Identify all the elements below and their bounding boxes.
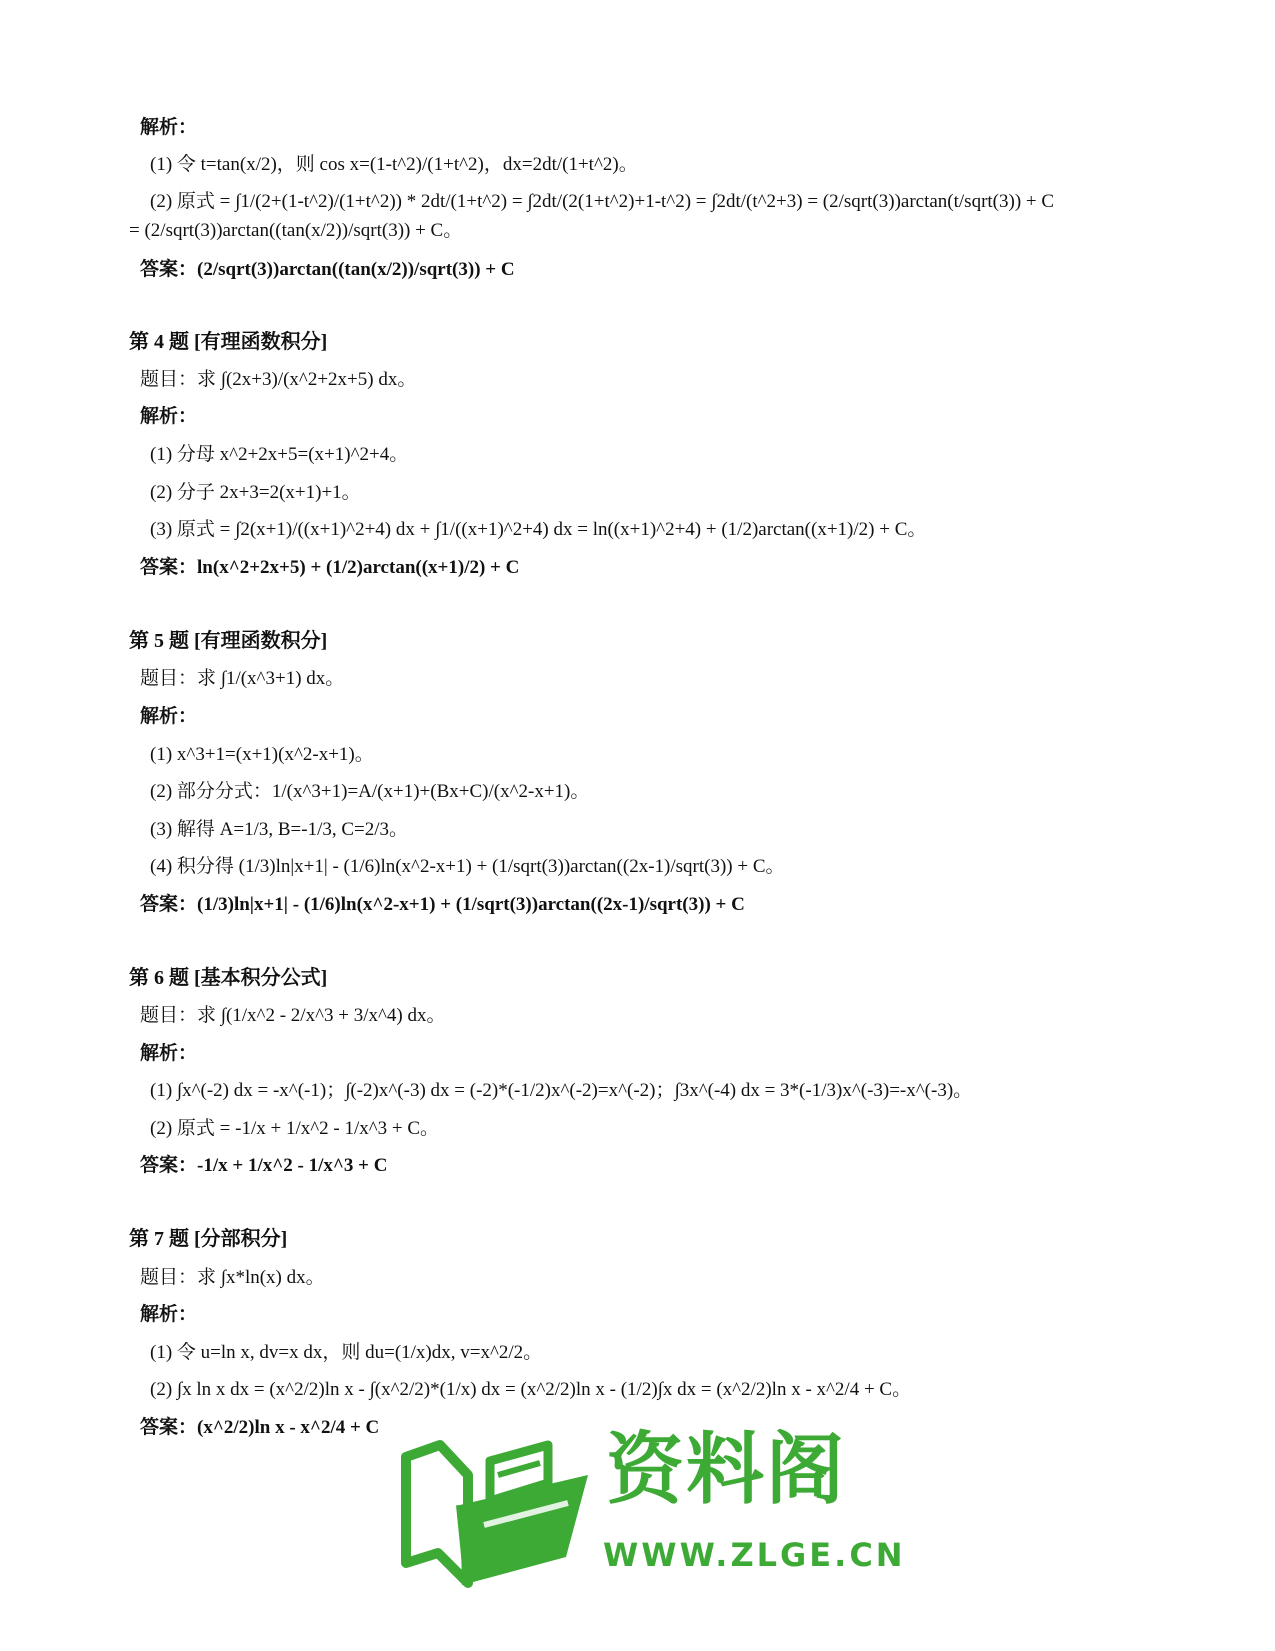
problem-title: 第 5 题 [有理函数积分] bbox=[129, 630, 328, 652]
problem-prompt: 题目：求 ∫1/(x^3+1) dx。 bbox=[140, 668, 345, 689]
answer bbox=[140, 258, 515, 282]
answer-label: 答案： bbox=[140, 1417, 198, 1438]
analysis-step: (1) 令 t=tan(x/2)，则 cos x=(1-t^2)/(1+t^2)，dx=2dt/(1+t^2)。 bbox=[150, 154, 638, 175]
answer bbox=[140, 1154, 387, 1178]
problem-prompt: 题目：求 ∫(1/x^2 - 2/x^3 + 3/x^4) dx。 bbox=[140, 1005, 446, 1026]
analysis-step: (1) x^3+1=(x+1)(x^2-x+1)。 bbox=[150, 744, 374, 765]
problem-prompt: 题目：求 ∫(2x+3)/(x^2+2x+5) dx。 bbox=[140, 369, 417, 390]
analysis-step: (1) 分母 x^2+2x+5=(x+1)^2+4。 bbox=[150, 444, 409, 465]
analysis-label: 解析： bbox=[140, 406, 198, 427]
watermark-brand: 资料阁 bbox=[606, 1425, 847, 1515]
analysis-label: 解析： bbox=[140, 1043, 198, 1064]
analysis-step: (2) 分子 2x+3=2(x+1)+1。 bbox=[150, 482, 361, 503]
analysis-label: 解析： bbox=[140, 1304, 198, 1325]
analysis-label: 解析： bbox=[140, 117, 198, 138]
watermark bbox=[398, 1425, 906, 1600]
answer-text: (x^2/2)ln x - x^2/4 + C bbox=[197, 1417, 380, 1438]
problem-prompt: 题目：求 ∫x*ln(x) dx。 bbox=[140, 1267, 325, 1288]
analysis-label: 解析： bbox=[140, 706, 198, 727]
analysis-step: (3) 原式 = ∫2(x+1)/((x+1)^2+4) dx + ∫1/((x+1)^2+4) dx = ln((x+1)^2+4) + (1/2)arctan((x+1)/2) + C。 bbox=[150, 519, 927, 540]
answer-label: 答案： bbox=[140, 1155, 198, 1176]
answer-text: (1/3)ln|x+1| - (1/6)ln(x^2-x+1) + (1/sqrt(3))arctan((2x-1)/sqrt(3)) + C bbox=[197, 894, 745, 915]
analysis-step: (2) 原式 = -1/x + 1/x^2 - 1/x^3 + C。 bbox=[150, 1118, 440, 1139]
problem-title: 第 6 题 [基本积分公式] bbox=[129, 967, 328, 989]
problem-title: 第 4 题 [有理函数积分] bbox=[129, 331, 328, 353]
answer-text: ln(x^2+2x+5) + (1/2)arctan((x+1)/2) + C bbox=[197, 557, 520, 578]
analysis-step: (1) ∫x^(-2) dx = -x^(-1)；∫(-2)x^(-3) dx = (-2)*(-1/2)x^(-2)=x^(-2)；∫3x^(-4) dx = 3*(-1/3)x^(-3)=-x^(-3)。 bbox=[150, 1080, 973, 1101]
watermark-url: WWW.ZLGE.CN bbox=[603, 1536, 906, 1574]
folder-book-icon bbox=[398, 1435, 598, 1595]
answer bbox=[140, 556, 519, 580]
answer-text: -1/x + 1/x^2 - 1/x^3 + C bbox=[197, 1155, 388, 1176]
answer-text: (2/sqrt(3))arctan((tan(x/2))/sqrt(3)) + C bbox=[197, 259, 515, 280]
answer bbox=[140, 893, 745, 917]
analysis-step: (2) 原式 = ∫1/(2+(1-t^2)/(1+t^2)) * 2dt/(1+t^2) = ∫2dt/(2(1+t^2)+1-t^2) = ∫2dt/(t^2+3) = (2/sqrt(3))arctan(t/sqrt(3)) + C bbox=[150, 191, 1055, 212]
analysis-step: (4) 积分得 (1/3)ln|x+1| - (1/6)ln(x^2-x+1) + (1/sqrt(3))arctan((2x-1)/sqrt(3)) + C。 bbox=[150, 856, 785, 877]
answer bbox=[140, 1416, 379, 1440]
analysis-step: (1) 令 u=ln x, dv=x dx，则 du=(1/x)dx, v=x^2/2。 bbox=[150, 1342, 543, 1363]
analysis-step-continuation: = (2/sqrt(3))arctan((tan(x/2))/sqrt(3)) + C。 bbox=[129, 220, 463, 241]
answer-label: 答案： bbox=[140, 894, 198, 915]
analysis-step: (2) 部分分式：1/(x^3+1)=A/(x+1)+(Bx+C)/(x^2-x+1)。 bbox=[150, 781, 590, 802]
analysis-step: (3) 解得 A=1/3, B=-1/3, C=2/3。 bbox=[150, 819, 409, 840]
answer-label: 答案： bbox=[140, 259, 198, 280]
analysis-step: (2) ∫x ln x dx = (x^2/2)ln x - ∫(x^2/2)*(1/x) dx = (x^2/2)ln x - (1/2)∫x dx = (x^2/2)ln x - x^2/4 + C。 bbox=[150, 1379, 912, 1400]
problem-title: 第 7 题 [分部积分] bbox=[129, 1228, 288, 1250]
answer-label: 答案： bbox=[140, 557, 198, 578]
